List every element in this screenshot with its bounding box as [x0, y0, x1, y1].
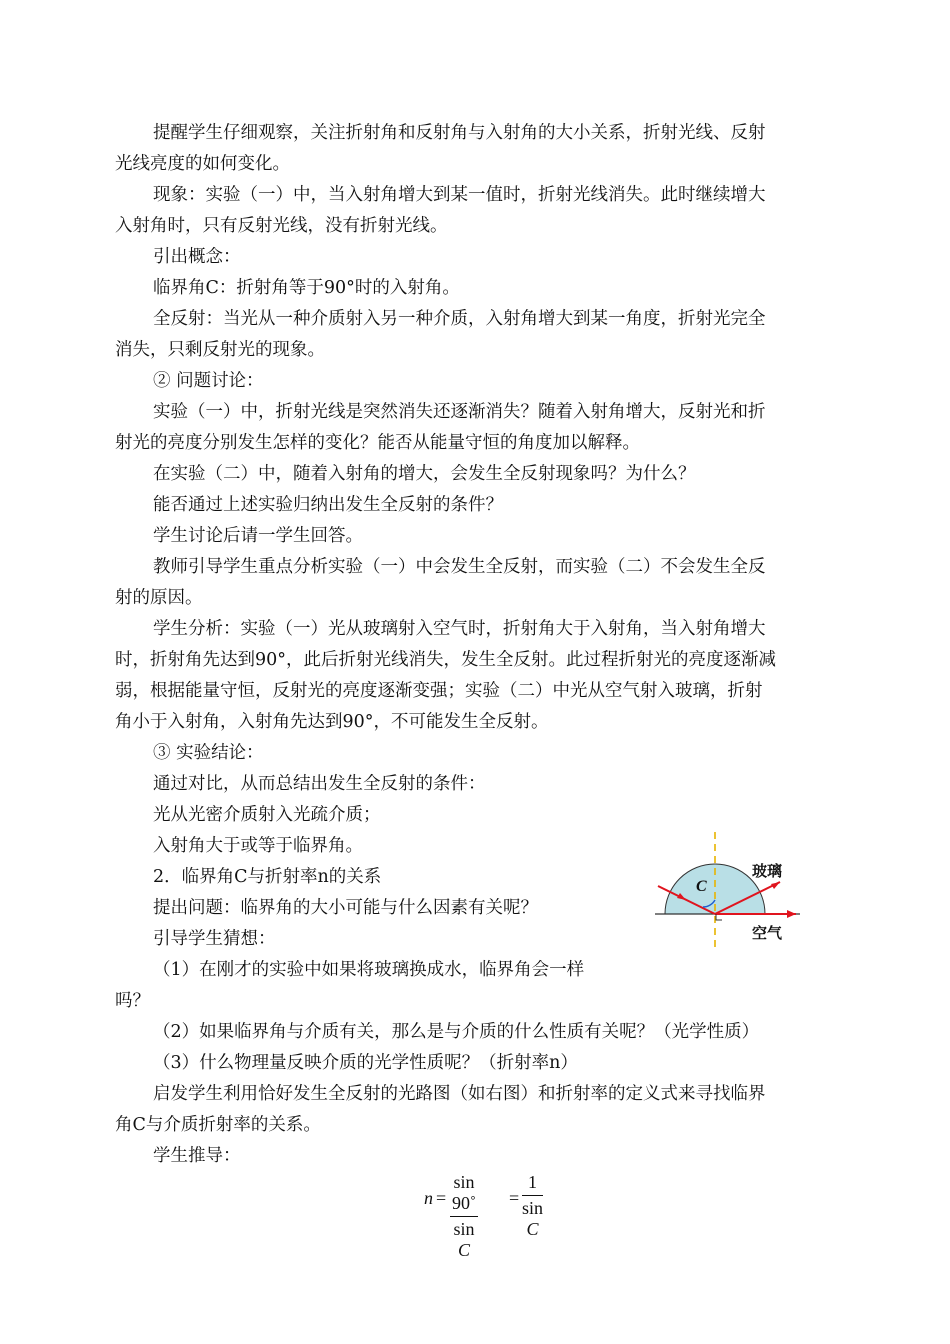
refracted-ray-arrow — [787, 910, 796, 918]
paragraph-line: 学生讨论后请一学生回答。 — [153, 526, 363, 546]
fraction-2-denominator: sin C — [522, 1198, 544, 1239]
paragraph-line: 教师引导学生重点分析实验（一）中会发生全反射，而实验（二）不会发生全反 — [153, 557, 766, 577]
paragraph-line: 实验（一）中，折射光线是突然消失还逐渐消失？随着入射角增大，反射光和折 — [153, 402, 766, 422]
paragraph-line: 引出概念： — [153, 247, 241, 267]
paragraph-line: 入射角大于或等于临界角。 — [153, 836, 363, 856]
formula-equals: = — [509, 1188, 520, 1208]
paragraph-line: 光线亮度的如何变化。 — [115, 154, 290, 174]
paragraph-line: 临界角C：折射角等于90°时的入射角。 — [153, 278, 460, 298]
fraction-1-denominator: sin C — [453, 1219, 475, 1260]
paragraph-line: 全反射：当光从一种介质射入另一种介质，入射角增大到某一角度，折射光完全 — [153, 309, 766, 329]
paragraph-line: 提出问题：临界角的大小可能与什么因素有关呢？ — [153, 898, 538, 918]
paragraph-line: 能否通过上述实验归纳出发生全反射的条件？ — [153, 495, 503, 515]
air-label: 空气 — [752, 924, 783, 942]
paragraph-line: 吗？ — [115, 991, 150, 1011]
angle-label: C — [696, 878, 707, 895]
paragraph-line: 引导学生猜想： — [153, 929, 276, 949]
paragraph-line: （1）在刚才的实验中如果将玻璃换成水，临界角会一样 — [153, 960, 585, 980]
paragraph-line: 启发学生利用恰好发生全反射的光路图（如右图）和折射率的定义式来寻找临界 — [153, 1084, 766, 1104]
formula-equals: = — [436, 1188, 447, 1208]
paragraph-line: 弱，根据能量守恒，反射光的亮度逐渐变强；实验（二）中光从空气射入玻璃，折射 — [115, 681, 763, 701]
formula-fraction-1 — [450, 1172, 478, 1261]
paragraph-line: 射的原因。 — [115, 588, 203, 608]
section-heading: ③ 实验结论： — [153, 743, 264, 763]
section-heading: 2．临界角C与折射率n的关系 — [153, 867, 382, 887]
diagram-svg — [650, 828, 830, 953]
paragraph-line: （3）什么物理量反映介质的光学性质呢？（折射率n） — [153, 1053, 578, 1073]
fraction-1-numerator: sin 90˚ — [450, 1172, 478, 1217]
paragraph-line: 消失，只剩反射光的现象。 — [115, 340, 325, 360]
glass-label: 玻璃 — [752, 862, 783, 880]
section-heading: ② 问题讨论： — [153, 371, 264, 391]
total-reflection-diagram — [650, 828, 830, 953]
paragraph-line: 光从光密介质射入光疏介质； — [153, 805, 381, 825]
paragraph-line: 射光的亮度分别发生怎样的变化？能否从能量守恒的角度加以解释。 — [115, 433, 640, 453]
paragraph-line: 现象：实验（一）中，当入射角增大到某一值时，折射光线消失。此时继续增大 — [153, 185, 766, 205]
formula-fraction-2 — [522, 1172, 543, 1240]
fraction-2-numerator: 1 — [522, 1172, 543, 1196]
reflected-ray-arrow — [771, 882, 780, 889]
formula-lhs: n — [424, 1188, 433, 1208]
paragraph-line: 提醒学生仔细观察，关注折射角和反射角与入射角的大小关系，折射光线、反射 — [153, 123, 766, 143]
paragraph-line: 学生推导： — [153, 1146, 241, 1166]
paragraph-line: 时，折射角先达到90°，此后折射光线消失，发生全反射。此过程折射光的亮度逐渐减 — [115, 650, 777, 670]
paragraph-line: （2）如果临界角与介质有关，那么是与介质的什么性质有关呢？（光学性质） — [153, 1022, 760, 1042]
paragraph-line: 角小于入射角，入射角先达到90°，不可能发生全反射。 — [115, 712, 549, 732]
paragraph-line: 在实验（二）中，随着入射角的增大，会发生全反射现象吗？为什么？ — [153, 464, 696, 484]
paragraph-line: 入射角时，只有反射光线，没有折射光线。 — [115, 216, 448, 236]
paragraph-line: 学生分析：实验（一）光从玻璃射入空气时，折射角大于入射角，当入射角增大 — [153, 619, 766, 639]
paragraph-line: 通过对比，从而总结出发生全反射的条件： — [153, 774, 486, 794]
paragraph-line: 角C与介质折射率的关系。 — [115, 1115, 321, 1135]
